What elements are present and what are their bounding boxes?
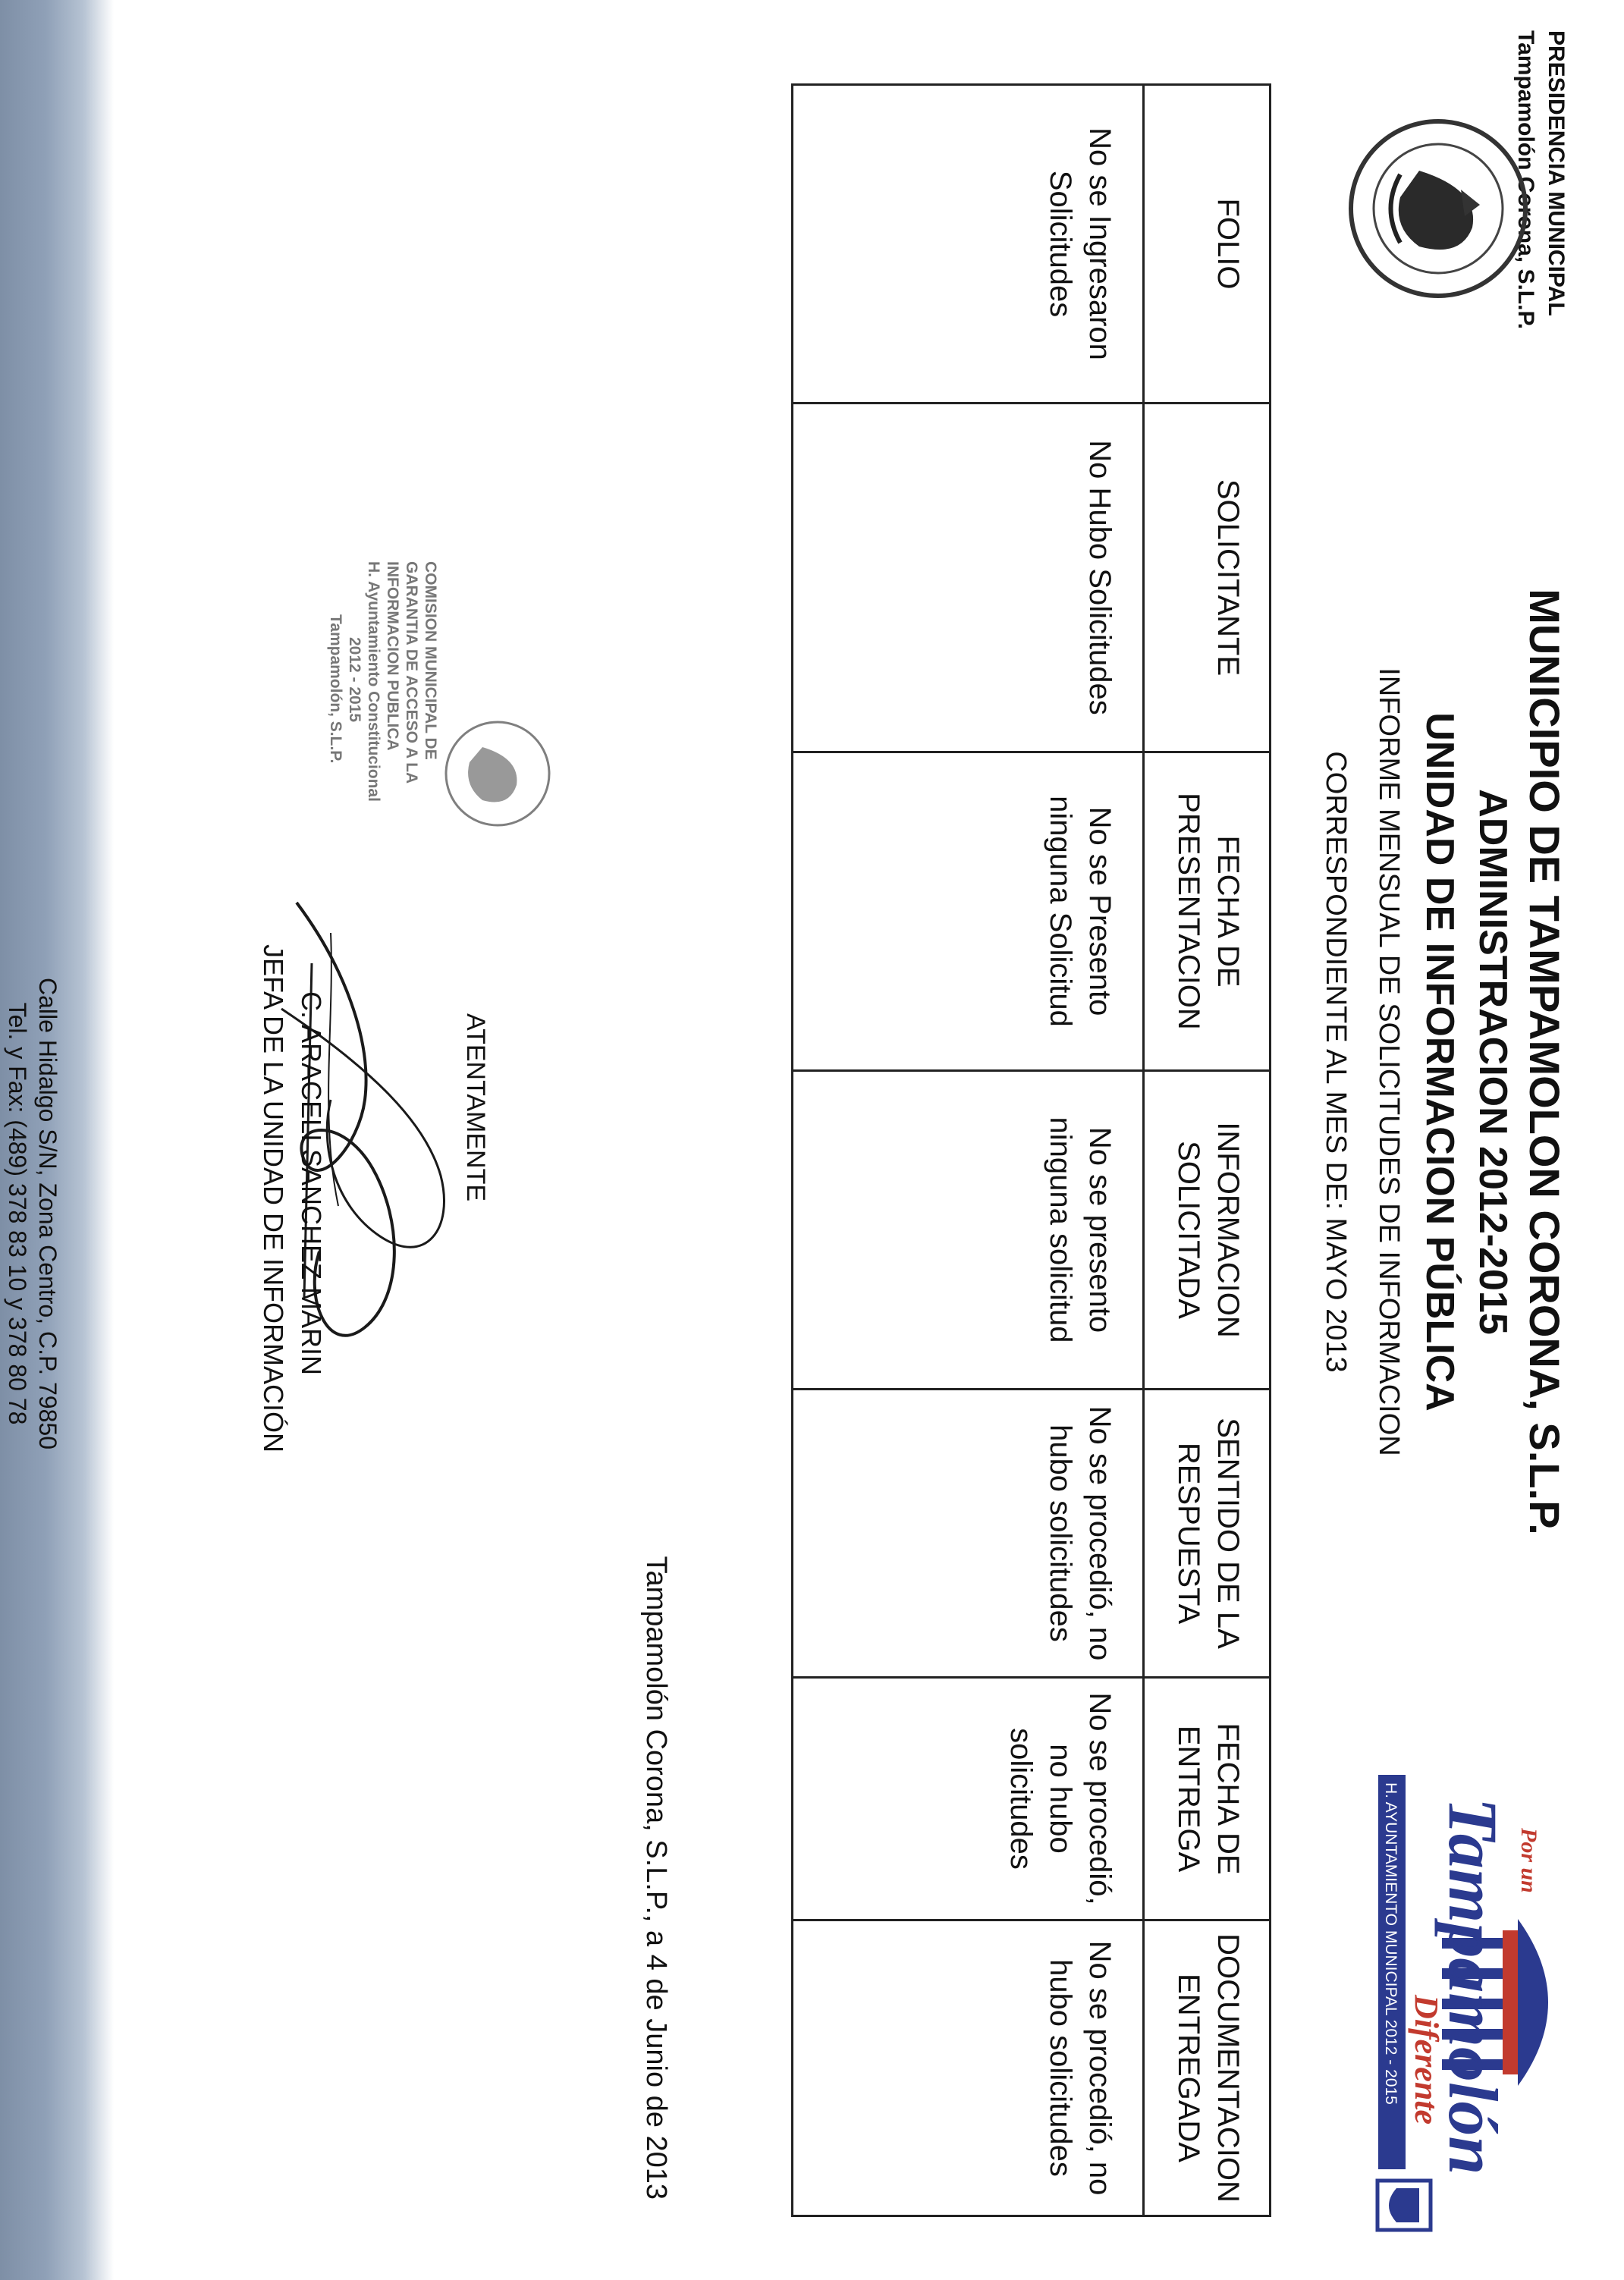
logo-por-un: Por un	[1516, 1828, 1541, 1893]
column-header-informacion-solicitada: INFORMACION SOLICITADA	[1144, 1071, 1271, 1390]
national-seal-icon	[1343, 114, 1533, 303]
organization-line2: Tampamolón Corona, S.L.P.	[1513, 30, 1538, 329]
table-row	[793, 85, 1144, 2216]
logo-banner: H. AYUNTAMIENTO MUNICIPAL 2012 - 2015	[1382, 1782, 1399, 2105]
municipal-logo	[1374, 1767, 1594, 2238]
coat-of-arms-icon	[1377, 2181, 1431, 2230]
svg-text:COMISION MUNICIPAL DE: COMISION MUNICIPAL DE GARANTIA DE ACCESO A LA INFORMACION PUBLICA H. Ayuntamiento Constitucional 2012 - 2015 Tampamolón, S.L.P.	[327, 561, 439, 802]
column-header-solicitante: SOLICITANTE	[1144, 404, 1271, 752]
requests-table	[791, 83, 1271, 2217]
period-heading: CORRESPONDIENTE AL MES DE: MAYO 2013	[1320, 751, 1352, 1373]
table-cell: No se Ingresaron Solicitudes	[793, 85, 1144, 404]
organization-line1: PRESIDENCIA MUNICIPAL	[1544, 30, 1569, 316]
table-cell: No se procedió, no hubo solicitudes	[793, 1920, 1144, 2216]
table-cell: No Hubo Solicitudes	[793, 404, 1144, 752]
column-header-sentido-respuesta: SENTIDO DE LA RESPUESTA	[1144, 1390, 1271, 1678]
column-header-fecha-entrega: FECHA DE ENTREGA	[1144, 1678, 1271, 1920]
table-header-row	[1144, 85, 1271, 2216]
signer-title: JEFA DE LA UNIDAD DE INFORMACIÓN	[258, 944, 289, 1453]
unit-heading: UNIDAD DE INFORMACION PÚBLICA	[1418, 712, 1462, 1412]
logo-tagline: Diferente	[1408, 1995, 1445, 2125]
city-date: Tampamolón Corona, S.L.P., a 4 de Junio de 2013	[640, 1556, 672, 2200]
footer-address: Calle Hidalgo S/N, Zona Centro, C.P. 79850	[34, 978, 61, 1449]
table-cell: No se presento ninguna solicitud	[793, 1071, 1144, 1390]
footer-phone: Tel. y Fax: (489) 378 83 10 y 378 80 78	[4, 1002, 31, 1425]
table-cell: No se procedió, no hubo solicitudes	[793, 1678, 1144, 1920]
signer-name: C. ARACELI SANCHEZ MARIN	[296, 991, 327, 1376]
logo-name: Tampamolón	[1434, 1798, 1512, 2175]
regards-label: ATENTAMENTE	[461, 1013, 490, 1202]
column-header-documentacion-entregada: DOCUMENTACION ENTREGADA	[1144, 1920, 1271, 2216]
column-header-fecha-presentacion: FECHA DE PRESENTACION	[1144, 752, 1271, 1071]
table-cell: No se Presento ninguna Solicitud	[793, 752, 1144, 1071]
report-heading: INFORME MENSUAL DE SOLICITUDES DE INFORMACION	[1373, 667, 1405, 1456]
table-cell: No se procedió, no hubo solicitudes	[793, 1390, 1144, 1678]
document-title: MUNICIPIO DE TAMPAMOLON CORONA, S.L.P.	[1521, 589, 1569, 1535]
institution-stamp	[312, 554, 554, 872]
column-header-folio: FOLIO	[1144, 85, 1271, 404]
administration-heading: ADMINISTRACION 2012-2015	[1471, 789, 1515, 1335]
